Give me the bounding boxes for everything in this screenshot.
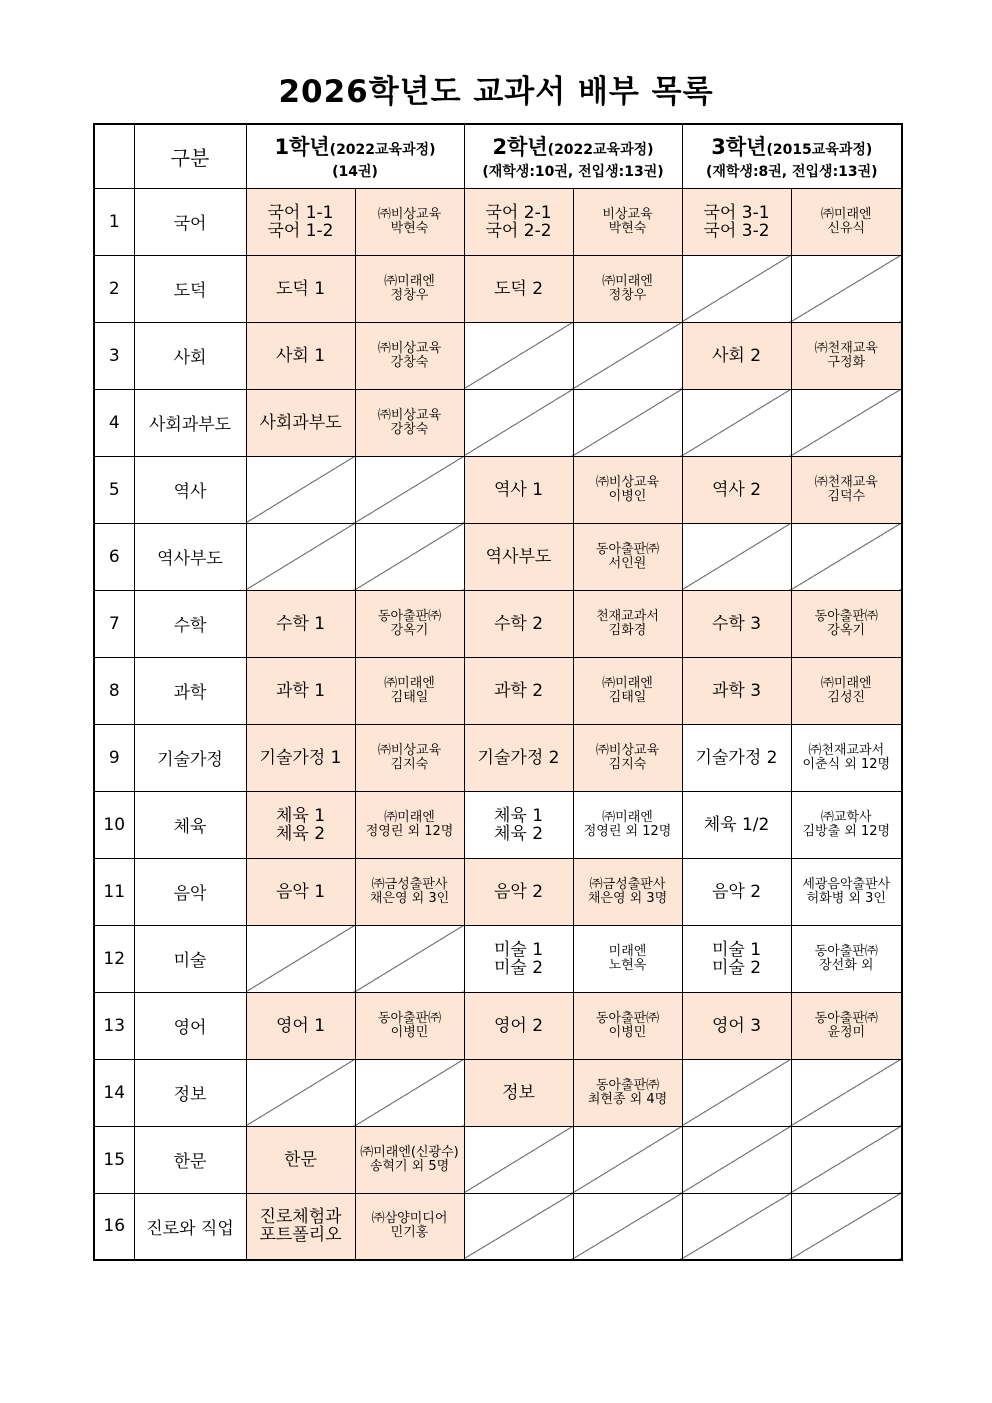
publisher-name: ㈜미래엔 <box>602 809 653 825</box>
publisher-name: ㈜미래엔 <box>384 675 435 691</box>
row-number: 9 <box>94 724 134 791</box>
publisher-author <box>355 791 464 858</box>
author-name: 채은영 외 3명 <box>587 890 668 906</box>
subject-name: 국어 <box>134 188 246 255</box>
textbook-title-line: 과학 3 <box>711 680 762 701</box>
empty-cell <box>682 1126 791 1193</box>
subject-name: 체육 <box>134 791 246 858</box>
table-header-row <box>94 124 902 188</box>
textbook-title-line: 과학 2 <box>493 680 544 701</box>
empty-cell <box>682 389 791 456</box>
empty-cell <box>791 1193 902 1260</box>
table-row <box>94 1059 902 1126</box>
author-name: 이병인 <box>608 488 647 504</box>
textbook-title-line: 국어 1-1 <box>267 202 334 223</box>
row-number: 13 <box>94 992 134 1059</box>
textbook-title <box>464 188 573 255</box>
textbook-title <box>682 590 791 657</box>
author-name: 이춘식 외 12명 <box>802 756 891 772</box>
textbook-title-line: 수학 1 <box>275 613 326 634</box>
author-name: 채은영 외 3인 <box>369 890 450 906</box>
textbook-title-line: 체육 2 <box>275 823 326 844</box>
textbook-title-line: 체육 1/2 <box>703 814 770 835</box>
subject-name: 정보 <box>134 1059 246 1126</box>
empty-cell <box>355 1059 464 1126</box>
textbook-title <box>682 925 791 992</box>
empty-cell <box>791 389 902 456</box>
table-row <box>94 1126 902 1193</box>
author-name: 박현숙 <box>390 220 429 236</box>
textbook-title <box>682 322 791 389</box>
textbook-title <box>246 858 355 925</box>
textbook-title-line: 도덕 2 <box>493 278 544 299</box>
textbook-title-line: 사회과부도 <box>259 412 342 433</box>
textbook-title-line: 국어 1-2 <box>267 220 334 241</box>
publisher-name: ㈜미래엔 <box>820 206 872 222</box>
subject-name: 역사 <box>134 456 246 523</box>
textbook-title <box>246 590 355 657</box>
textbook-title-line: 미술 2 <box>493 957 544 978</box>
table-row <box>94 925 902 992</box>
publisher-name: ㈜미래엔 <box>602 675 653 691</box>
publisher-author <box>355 389 464 456</box>
publisher-name: 동아출판㈜ <box>595 1010 660 1026</box>
textbook-title <box>246 791 355 858</box>
textbook-title-line: 과학 1 <box>275 680 326 701</box>
textbook-title <box>464 657 573 724</box>
empty-cell <box>355 925 464 992</box>
publisher-name: ㈜미래엔 <box>820 675 872 691</box>
table-row <box>94 389 902 456</box>
textbook-title-line: 영어 3 <box>711 1015 762 1036</box>
publisher-name: ㈜미래엔(신광수) <box>360 1144 459 1160</box>
publisher-name: ㈜비상교육 <box>377 206 442 222</box>
textbook-title <box>246 657 355 724</box>
author-name: 강창숙 <box>390 354 429 370</box>
publisher-name: 동아출판㈜ <box>814 1010 878 1026</box>
textbook-title <box>464 1059 573 1126</box>
textbook-title-line: 미술 1 <box>493 939 544 960</box>
empty-cell <box>573 1193 682 1260</box>
publisher-author <box>791 590 902 657</box>
row-number: 7 <box>94 590 134 657</box>
author-name: 최현종 외 4명 <box>587 1091 668 1107</box>
table-row <box>94 657 902 724</box>
empty-cell <box>573 1126 682 1193</box>
publisher-name: ㈜비상교육 <box>595 474 660 490</box>
publisher-author <box>791 992 902 1059</box>
textbook-title <box>246 322 355 389</box>
publisher-author <box>573 456 682 523</box>
publisher-name: ㈜비상교육 <box>377 742 442 758</box>
subject-name: 사회 <box>134 322 246 389</box>
textbook-title-line: 수학 2 <box>493 613 544 634</box>
author-name: 윤정미 <box>827 1024 866 1040</box>
textbook-title <box>246 255 355 322</box>
author-name: 김덕수 <box>827 488 866 504</box>
publisher-author <box>573 791 682 858</box>
textbook-title <box>682 724 791 791</box>
publisher-author <box>355 1193 464 1260</box>
empty-cell <box>682 1059 791 1126</box>
textbook-title-line: 국어 3-2 <box>703 220 770 241</box>
author-name: 서인원 <box>608 555 647 571</box>
textbook-title-line: 체육 1 <box>493 805 544 826</box>
row-number: 14 <box>94 1059 134 1126</box>
publisher-name: 비상교육 <box>602 206 653 222</box>
publisher-name: ㈜미래엔 <box>384 273 435 289</box>
publisher-author <box>791 791 902 858</box>
header-number <box>94 124 134 188</box>
author-name: 김지숙 <box>390 756 429 772</box>
publisher-name: 동아출판㈜ <box>377 1010 442 1026</box>
publisher-author <box>573 724 682 791</box>
textbook-title-line: 사회 2 <box>711 345 762 366</box>
author-name: 강옥기 <box>390 622 429 638</box>
publisher-author <box>355 590 464 657</box>
table-row <box>94 188 902 255</box>
empty-cell <box>682 255 791 322</box>
textbook-title-line: 역사 2 <box>711 479 762 500</box>
publisher-name: 동아출판㈜ <box>595 1077 660 1093</box>
textbook-title-line: 국어 2-1 <box>485 202 552 223</box>
empty-cell <box>246 523 355 590</box>
publisher-name: 천재교과서 <box>596 608 659 624</box>
publisher-name: 동아출판㈜ <box>814 943 878 959</box>
textbook-title <box>246 724 355 791</box>
author-name: 민기홍 <box>390 1225 429 1241</box>
publisher-name: ㈜금성출판사 <box>371 876 448 892</box>
textbook-title-line: 사회 1 <box>275 345 326 366</box>
table-row <box>94 858 902 925</box>
table-row <box>94 791 902 858</box>
textbook-title <box>246 992 355 1059</box>
textbook-title-line: 진로체험과 <box>259 1207 342 1228</box>
publisher-author <box>573 992 682 1059</box>
publisher-name: ㈜비상교육 <box>377 407 442 423</box>
textbook-title-line: 기술가정 1 <box>259 747 342 768</box>
textbook-title <box>464 590 573 657</box>
textbook-title-line: 체육 1 <box>275 805 326 826</box>
empty-cell <box>355 456 464 523</box>
textbook-table <box>93 123 903 1261</box>
row-number: 12 <box>94 925 134 992</box>
publisher-name: 동아출판㈜ <box>814 608 878 624</box>
textbook-title <box>246 389 355 456</box>
publisher-author <box>791 657 902 724</box>
publisher-author <box>355 724 464 791</box>
header-grade-3: 3학년(2015교육과정) (재학생:8권, 전입생:13권) <box>682 124 902 188</box>
publisher-author <box>573 1059 682 1126</box>
textbook-title <box>246 1126 355 1193</box>
publisher-author <box>791 188 902 255</box>
author-name: 김태일 <box>608 689 647 705</box>
textbook-title <box>682 858 791 925</box>
subject-name: 한문 <box>134 1126 246 1193</box>
publisher-name: ㈜천재교육 <box>814 474 878 490</box>
row-number: 16 <box>94 1193 134 1260</box>
textbook-title <box>682 791 791 858</box>
publisher-author <box>573 925 682 992</box>
row-number: 6 <box>94 523 134 590</box>
subject-name: 음악 <box>134 858 246 925</box>
publisher-name: ㈜비상교육 <box>595 742 660 758</box>
empty-cell <box>791 523 902 590</box>
author-name: 김화경 <box>608 622 647 638</box>
table-row <box>94 724 902 791</box>
empty-cell <box>791 255 902 322</box>
textbook-title <box>246 1193 355 1260</box>
publisher-author <box>573 188 682 255</box>
subject-name: 진로와 직업 <box>134 1193 246 1260</box>
publisher-author <box>573 858 682 925</box>
empty-cell <box>246 1059 355 1126</box>
textbook-title-line: 국어 3-1 <box>703 202 770 223</box>
textbook-title-line: 도덕 1 <box>275 278 326 299</box>
publisher-author <box>791 724 902 791</box>
publisher-author <box>791 322 902 389</box>
subject-name: 영어 <box>134 992 246 1059</box>
publisher-author <box>791 858 902 925</box>
row-number: 11 <box>94 858 134 925</box>
row-number: 8 <box>94 657 134 724</box>
textbook-title-line: 한문 <box>284 1149 317 1170</box>
subject-name: 과학 <box>134 657 246 724</box>
empty-cell <box>355 523 464 590</box>
table-row <box>94 255 902 322</box>
textbook-title-line: 체육 2 <box>493 823 544 844</box>
publisher-name: ㈜금성출판사 <box>589 876 666 892</box>
textbook-title <box>464 858 573 925</box>
publisher-author <box>355 322 464 389</box>
publisher-author <box>355 188 464 255</box>
textbook-title <box>464 255 573 322</box>
textbook-title <box>246 188 355 255</box>
table-row <box>94 322 902 389</box>
author-name: 허화병 외 3인 <box>806 890 886 906</box>
publisher-name: 동아출판㈜ <box>377 608 442 624</box>
subject-name: 기술가정 <box>134 724 246 791</box>
publisher-author <box>573 590 682 657</box>
textbook-title <box>464 992 573 1059</box>
textbook-title-line: 음악 1 <box>275 881 326 902</box>
publisher-author <box>355 255 464 322</box>
publisher-name: ㈜교학사 <box>820 809 872 825</box>
table-row <box>94 456 902 523</box>
textbook-title <box>682 188 791 255</box>
publisher-author <box>573 523 682 590</box>
author-name: 강창숙 <box>390 421 429 437</box>
subject-name: 역사부도 <box>134 523 246 590</box>
textbook-title-line: 포트폴리오 <box>259 1225 342 1246</box>
publisher-name: 동아출판㈜ <box>595 541 660 557</box>
publisher-author <box>573 657 682 724</box>
publisher-author <box>791 925 902 992</box>
publisher-name: ㈜미래엔 <box>602 273 653 289</box>
empty-cell <box>573 322 682 389</box>
publisher-name: ㈜천재교육 <box>814 340 878 356</box>
table-row <box>94 523 902 590</box>
author-name: 정영린 외 12명 <box>365 823 454 839</box>
subject-name: 수학 <box>134 590 246 657</box>
textbook-title-line: 역사 1 <box>493 479 544 500</box>
row-number: 1 <box>94 188 134 255</box>
textbook-title <box>464 724 573 791</box>
header-category: 구분 <box>134 124 246 188</box>
publisher-name: ㈜비상교육 <box>377 340 442 356</box>
empty-cell <box>573 389 682 456</box>
publisher-author <box>791 456 902 523</box>
author-name: 송혁기 외 5명 <box>369 1158 450 1174</box>
author-name: 김지숙 <box>608 756 647 772</box>
textbook-title-line: 기술가정 2 <box>477 747 560 768</box>
row-number: 15 <box>94 1126 134 1193</box>
empty-cell <box>682 523 791 590</box>
author-name: 장선화 외 <box>819 957 874 973</box>
empty-cell <box>682 1193 791 1260</box>
textbook-title-line: 기술가정 2 <box>695 747 778 768</box>
subject-name: 사회과부도 <box>134 389 246 456</box>
row-number: 2 <box>94 255 134 322</box>
author-name: 김방출 외 12명 <box>802 823 891 839</box>
textbook-title <box>464 791 573 858</box>
header-grade-2: 2학년(2022교육과정) (재학생:10권, 전입생:13권) <box>464 124 682 188</box>
table-row <box>94 992 902 1059</box>
textbook-title-line: 음악 2 <box>711 881 762 902</box>
empty-cell <box>464 389 573 456</box>
publisher-name: ㈜천재교과서 <box>808 742 885 758</box>
subject-name: 도덕 <box>134 255 246 322</box>
publisher-author <box>355 858 464 925</box>
row-number: 5 <box>94 456 134 523</box>
author-name: 이병민 <box>608 1024 647 1040</box>
publisher-author <box>355 992 464 1059</box>
table-row <box>94 590 902 657</box>
author-name: 강옥기 <box>827 622 866 638</box>
textbook-title <box>464 925 573 992</box>
textbook-title <box>464 523 573 590</box>
textbook-title-line: 미술 1 <box>711 939 762 960</box>
textbook-title-line: 역사부도 <box>485 546 552 567</box>
textbook-title-line: 미술 2 <box>711 957 762 978</box>
row-number: 10 <box>94 791 134 858</box>
author-name: 정창우 <box>608 287 647 303</box>
empty-cell <box>791 1126 902 1193</box>
row-number: 4 <box>94 389 134 456</box>
textbook-title-line: 음악 2 <box>493 881 544 902</box>
textbook-title <box>682 657 791 724</box>
author-name: 정영린 외 12명 <box>583 823 672 839</box>
empty-cell <box>464 322 573 389</box>
table-row <box>94 1193 902 1260</box>
author-name: 박현숙 <box>608 220 647 236</box>
publisher-author <box>355 1126 464 1193</box>
publisher-name: 미래엔 <box>608 943 647 959</box>
empty-cell <box>246 456 355 523</box>
textbook-title-line: 영어 1 <box>275 1015 326 1036</box>
empty-cell <box>464 1126 573 1193</box>
empty-cell <box>246 925 355 992</box>
textbook-title <box>464 456 573 523</box>
author-name: 구정화 <box>827 354 866 370</box>
publisher-name: 세광음악출판사 <box>802 876 891 892</box>
textbook-title-line: 영어 2 <box>493 1015 544 1036</box>
author-name: 신유식 <box>827 220 866 236</box>
row-number: 3 <box>94 322 134 389</box>
header-grade-1: 1학년(2022교육과정) (14권) <box>246 124 464 188</box>
publisher-name: ㈜미래엔 <box>384 809 435 825</box>
publisher-name: ㈜삼양미디어 <box>371 1211 448 1227</box>
empty-cell <box>464 1193 573 1260</box>
textbook-title-line: 정보 <box>502 1082 535 1103</box>
author-name: 노현옥 <box>608 957 647 973</box>
publisher-author <box>573 255 682 322</box>
textbook-title-line: 수학 3 <box>711 613 762 634</box>
author-name: 김태일 <box>390 689 429 705</box>
textbook-title <box>682 992 791 1059</box>
author-name: 정창우 <box>390 287 429 303</box>
subject-name: 미술 <box>134 925 246 992</box>
publisher-author <box>355 657 464 724</box>
author-name: 이병민 <box>390 1024 429 1040</box>
textbook-title <box>682 456 791 523</box>
table-body <box>94 188 902 1260</box>
author-name: 김성진 <box>827 689 866 705</box>
textbook-title-line: 국어 2-2 <box>485 220 552 241</box>
empty-cell <box>791 1059 902 1126</box>
page-title: 2026학년도 교과서 배부 목록 <box>278 74 714 110</box>
